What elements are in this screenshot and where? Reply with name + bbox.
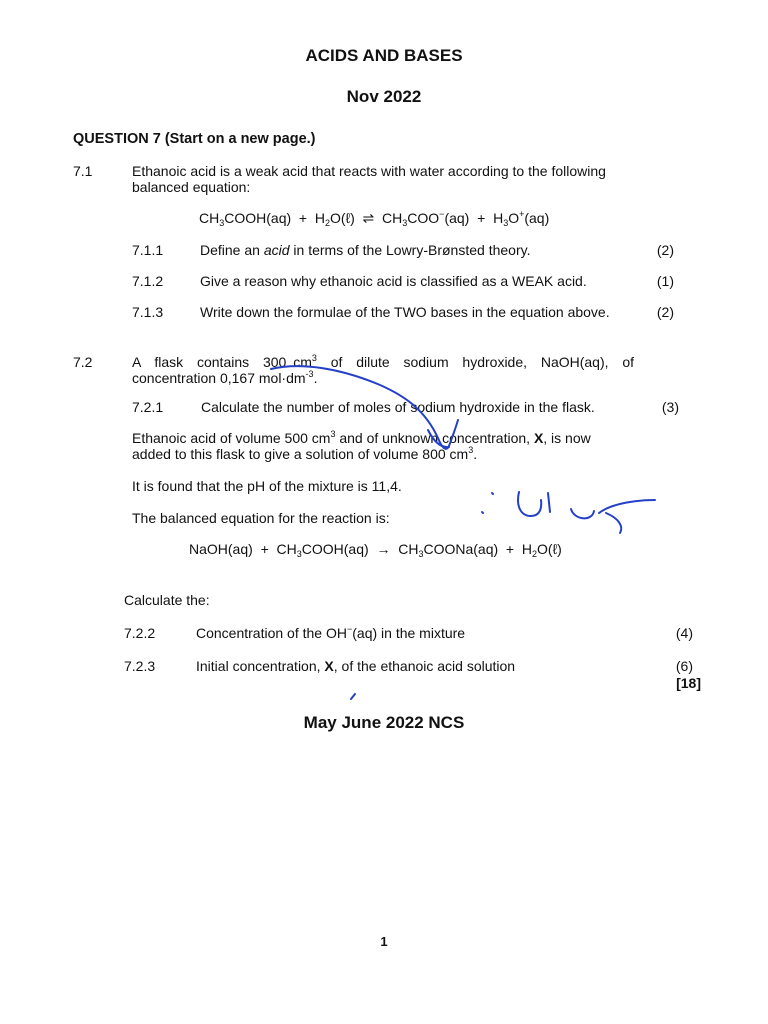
ph-statement: It is found that the pH of the mixture is 11,4. xyxy=(132,478,402,494)
calculate-label: Calculate the: xyxy=(124,592,210,608)
marks-7-2-3: (6) xyxy=(675,658,693,674)
neutralisation-equation: NaOH(aq) + $CH_3COOH(aq)$ → $CH_3COONa(aq)$ + $H_2O(\ell)$ xyxy=(189,541,562,559)
question-number-7-2: 7.2 xyxy=(73,354,93,370)
question-7-1-1-text: Define an acid in terms of the Lowry-Brønsted theory. xyxy=(200,242,531,258)
section-heading-may-june-2022: May June 2022 NCS xyxy=(303,713,465,732)
question-7-1-3-text: Write down the formulae of the TWO bases in the equation above. xyxy=(200,304,610,320)
ink-handwriting-letter-3 xyxy=(571,509,594,518)
question-7-2-paragraph-line2: added to this flask to give a solution of volume 800 $cm^3$. xyxy=(132,445,478,462)
ink-dot-2 xyxy=(492,493,493,494)
question-number-7-2-1: 7.2.1 xyxy=(132,399,164,415)
question-7-2-2-text: Concentration of the OH−(aq) in the mixture xyxy=(196,624,466,641)
question-number-7-2-2: 7.2.2 xyxy=(124,625,156,641)
question-7-2-line2: concentration 0,167 $mol\cdot dm^{-3}$. xyxy=(132,369,318,386)
question-7-2-1-text: Calculate the number of moles of sodium hydroxide in the flask. xyxy=(201,399,595,415)
question-7-2-paragraph-line1: Ethanoic acid of volume 500 $cm^3$ and of unknown concentration, X, is now xyxy=(132,429,591,446)
ink-handwriting-letter-2 xyxy=(548,493,550,512)
total-marks: [18] xyxy=(676,675,701,691)
question-7-1-text: Ethanoic acid is a weak acid that reacts with water according to the following balanced equation: xyxy=(132,163,606,195)
question-title: QUESTION 7 (Start on a new page.) xyxy=(73,131,316,147)
ink-handwriting-letter-4 xyxy=(599,500,655,513)
question-number-7-1: 7.1 xyxy=(73,163,93,179)
page-number: 1 xyxy=(380,934,388,949)
marks-7-1-3: (2) xyxy=(656,304,674,320)
question-7-2-3-text: Initial concentration, X, of the ethanoic acid solution xyxy=(196,658,516,674)
marks-7-2-2: (4) xyxy=(675,625,693,641)
marks-7-1-1: (2) xyxy=(656,242,674,258)
ink-dot-3 xyxy=(482,512,483,513)
question-7-1-2-text: Give a reason why ethanoic acid is classified as a WEAK acid. xyxy=(200,273,587,289)
question-number-7-1-2: 7.1.2 xyxy=(132,273,164,289)
ink-handwriting-letter-1 xyxy=(518,492,541,516)
ink-handwriting-letter-5 xyxy=(606,513,621,533)
document-subtitle: Nov 2022 xyxy=(346,87,422,106)
question-number-7-1-3: 7.1.3 xyxy=(132,304,164,320)
question-number-7-2-3: 7.2.3 xyxy=(124,658,156,674)
document-title: ACIDS AND BASES xyxy=(305,46,463,65)
equilibrium-equation: $CH_3COOH(aq)$ + $H_2O(\ell)$ ⇌ $CH_3COO^-(aq) + H_3O^+(aq)$ xyxy=(199,209,550,228)
reaction-equation-intro: The balanced equation for the reaction is: xyxy=(132,510,390,526)
question-number-7-1-1: 7.1.1 xyxy=(132,242,164,258)
ink-dot-1 xyxy=(351,694,355,699)
marks-7-1-2: (1) xyxy=(656,273,674,289)
question-7-2-line1: A flask contains 300 $cm^3$ of dilute sodium hydroxide, NaOH(aq), of xyxy=(132,353,635,370)
marks-7-2-1: (3) xyxy=(661,399,679,415)
